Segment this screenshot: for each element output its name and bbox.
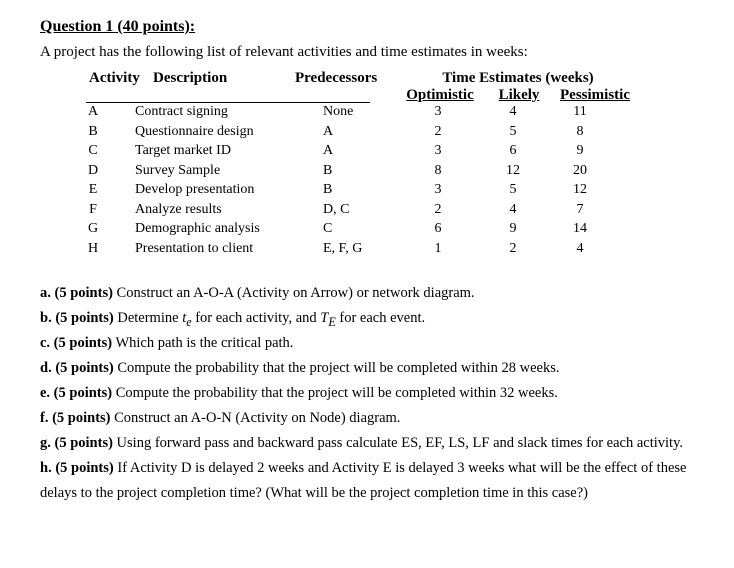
cell-description: Questionnaire design bbox=[135, 123, 254, 139]
question-c: c. (5 points) Which path is the critical path. bbox=[40, 335, 294, 351]
cell-pessimistic: 11 bbox=[573, 104, 587, 119]
question-h-continuation: delays to the project completion time? (What will be the project completion time in this case?) bbox=[40, 485, 589, 501]
cell-description: Contract signing bbox=[135, 104, 228, 119]
header-description: Description bbox=[153, 70, 228, 86]
cell-likely: 12 bbox=[506, 162, 520, 178]
cell-pessimistic: 14 bbox=[573, 221, 587, 236]
question-h: h. (5 points) If Activity D is delayed 2 weeks and Activity E is delayed 3 weeks what will be the effect of these bbox=[40, 460, 687, 476]
cell-description: Presentation to client bbox=[135, 240, 254, 256]
cell-description: Develop presentation bbox=[135, 182, 255, 197]
cell-optimistic: 1 bbox=[434, 240, 442, 256]
cell-optimistic: 3 bbox=[434, 143, 442, 158]
cell-optimistic: 3 bbox=[434, 182, 442, 197]
header-time-estimates: Time Estimates (weeks) bbox=[442, 70, 594, 86]
header-optimistic: Optimistic bbox=[406, 87, 474, 103]
cell-likely: 5 bbox=[509, 182, 517, 197]
cell-predecessors: B bbox=[323, 162, 333, 178]
question-b: b. (5 points) Determine $t_e$ for each activity, and $T_E$ for each event. bbox=[40, 310, 426, 329]
cell-predecessors: C bbox=[323, 221, 333, 236]
cell-description: Demographic analysis bbox=[135, 221, 260, 236]
cell-pessimistic: 9 bbox=[576, 143, 584, 158]
cell-pessimistic: 7 bbox=[576, 201, 584, 217]
cell-activity: B bbox=[88, 123, 98, 139]
cell-pessimistic: 20 bbox=[573, 162, 587, 178]
cell-activity: F bbox=[89, 201, 97, 217]
question-title: Question 1 (40 points): bbox=[40, 18, 196, 35]
cell-activity: H bbox=[87, 240, 99, 256]
cell-optimistic: 8 bbox=[434, 162, 442, 178]
cell-activity: D bbox=[87, 162, 99, 178]
cell-activity: G bbox=[87, 221, 99, 236]
cell-activity: E bbox=[88, 182, 98, 197]
cell-predecessors: A bbox=[323, 123, 334, 139]
header-rule bbox=[86, 102, 370, 103]
cell-likely: 5 bbox=[509, 123, 517, 139]
cell-likely: 4 bbox=[509, 104, 517, 119]
cell-pessimistic: 12 bbox=[573, 182, 587, 197]
cell-predecessors: None bbox=[323, 104, 354, 119]
cell-predecessors: B bbox=[323, 182, 333, 197]
question-a: a. (5 points) Construct an A-O-A (Activity on Arrow) or network diagram. bbox=[40, 285, 475, 301]
cell-predecessors: A bbox=[323, 143, 334, 158]
cell-description: Survey Sample bbox=[135, 162, 221, 178]
cell-optimistic: 2 bbox=[434, 123, 442, 139]
header-predecessors: Predecessors bbox=[295, 70, 378, 86]
header-activity: Activity bbox=[89, 70, 140, 86]
cell-pessimistic: 4 bbox=[576, 240, 584, 256]
cell-optimistic: 6 bbox=[434, 221, 442, 236]
cell-description: Analyze results bbox=[135, 201, 222, 217]
intro-text: A project has the following list of relevant activities and time estimates in weeks: bbox=[40, 44, 528, 60]
cell-predecessors: D, C bbox=[323, 201, 350, 217]
question-g: g. (5 points) Using forward pass and backward pass calculate ES, EF, LS, LF and slack times for each activity. bbox=[40, 435, 684, 451]
question-d: d. (5 points) Compute the probability that the project will be completed within 28 weeks. bbox=[40, 360, 560, 376]
cell-likely: 9 bbox=[509, 221, 517, 236]
question-e: e. (5 points) Compute the probability that the project will be completed within 32 weeks. bbox=[40, 385, 558, 401]
cell-description: Target market ID bbox=[135, 143, 231, 158]
cell-likely: 2 bbox=[509, 240, 517, 256]
cell-activity: A bbox=[87, 104, 99, 119]
question-f: f. (5 points) Construct an A-O-N (Activity on Node) diagram. bbox=[40, 410, 401, 426]
cell-optimistic: 2 bbox=[434, 201, 442, 217]
cell-likely: 6 bbox=[509, 143, 517, 158]
header-pessimistic: Pessimistic bbox=[560, 87, 630, 103]
cell-predecessors: E, F, G bbox=[323, 240, 363, 256]
cell-pessimistic: 8 bbox=[576, 123, 584, 139]
header-likely: Likely bbox=[498, 87, 540, 103]
cell-optimistic: 3 bbox=[434, 104, 442, 119]
cell-likely: 4 bbox=[509, 201, 517, 217]
cell-activity: C bbox=[88, 143, 98, 158]
